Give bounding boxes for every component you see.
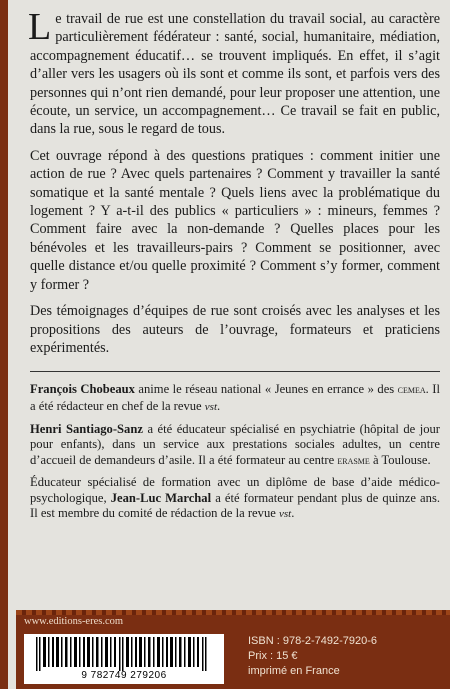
author-bio-chobeaux [30, 382, 440, 415]
bio-text: a été formateur pendant plus de quinze ans. Il est membre du comité de rédaction de la revue [30, 490, 440, 521]
testimony-paragraph: Des témoignages d’équipes de rue sont croisés avec les analyses et les propositions des auteurs de l’ouvrage, formateurs et praticiens expérimentés. [30, 303, 440, 356]
divider [30, 371, 440, 372]
author-name: François Chobeaux [30, 382, 135, 397]
author-bio-marchal [30, 475, 440, 523]
publisher-band [16, 610, 450, 689]
intro-text: e travail de rue est une constellation du travail social, au caractère particulièrement fédérateur : santé, social, humanitaire, médiation, accompagnement éducatif… se trouvent impliqués. En effet, il s’agit d’aller vers les usagers où ils sont et comme ils sont, et parfois vers des personnes qui n’ont rien demandé, pour leur proposer une attention, une écoute, un service, un accompagnement… Ce travail se fait en public, dans la rue, sous le regard de tous. [30, 11, 440, 138]
bio-text: . Il a été rédacteur en chef de la revue [30, 382, 440, 413]
author-name: Henri Santiago-Sanz [30, 421, 143, 436]
author-name: Jean-Luc Marchal [110, 490, 212, 505]
bio-text: Éducateur spécialisé de formation avec un diplôme de base d’aide médico-psychologique, [30, 475, 440, 505]
org-name: erasme [337, 454, 370, 467]
journal-name: vst [204, 400, 218, 413]
isbn: ISBN : 978-2-7492-7920-6 [248, 635, 378, 647]
barcode-bars-icon [34, 637, 214, 671]
barcode [24, 634, 224, 684]
band-stripe [16, 610, 450, 615]
price: Prix : 15 € [248, 650, 298, 662]
bio-text: à Toulouse. [369, 452, 431, 467]
printed-in: imprimé en France [248, 665, 340, 677]
book-info [248, 634, 377, 679]
org-name: cemea [397, 384, 426, 397]
bio-text: a été éducateur spécialisé en psychiatrie (hôpital de jour pour enfants), dans un service aux prestations sociales adultes, un centre d’accueil de demandeurs d’asile. Il a été formateur au centre [30, 421, 441, 467]
author-bio-santiago-sanz [30, 422, 440, 470]
journal-name: vst [278, 508, 292, 521]
bio-text: . [291, 506, 295, 521]
intro-paragraph [28, 6, 440, 139]
drop-cap: L [28, 6, 52, 48]
barcode-digits: 9 782749 279206 [81, 670, 167, 681]
back-cover-text [28, 6, 441, 529]
questions-paragraph: Cet ouvrage répond à des questions pratiques : comment initier une action de rue ? Avec quels partenaires ? Comment y travailler la santé somatique et la santé mentale ? Quels liens avec la problématique du logement ? Y a-t-il des publics « particuliers » : mineurs, femmes ? Comment faire avec la non-demande ? Quelles places pour les bénévoles et les travailleurs-pairs ? Comment se positionner, avec quelle distance et/ou quelle proximité ? Comment s’y former, comment y former ? [30, 147, 440, 293]
bio-text: anime le réseau national « Jeunes en errance » des [134, 382, 398, 397]
publisher-website[interactable]: www.editions-eres.com [24, 616, 124, 627]
bio-text: . [217, 398, 221, 413]
